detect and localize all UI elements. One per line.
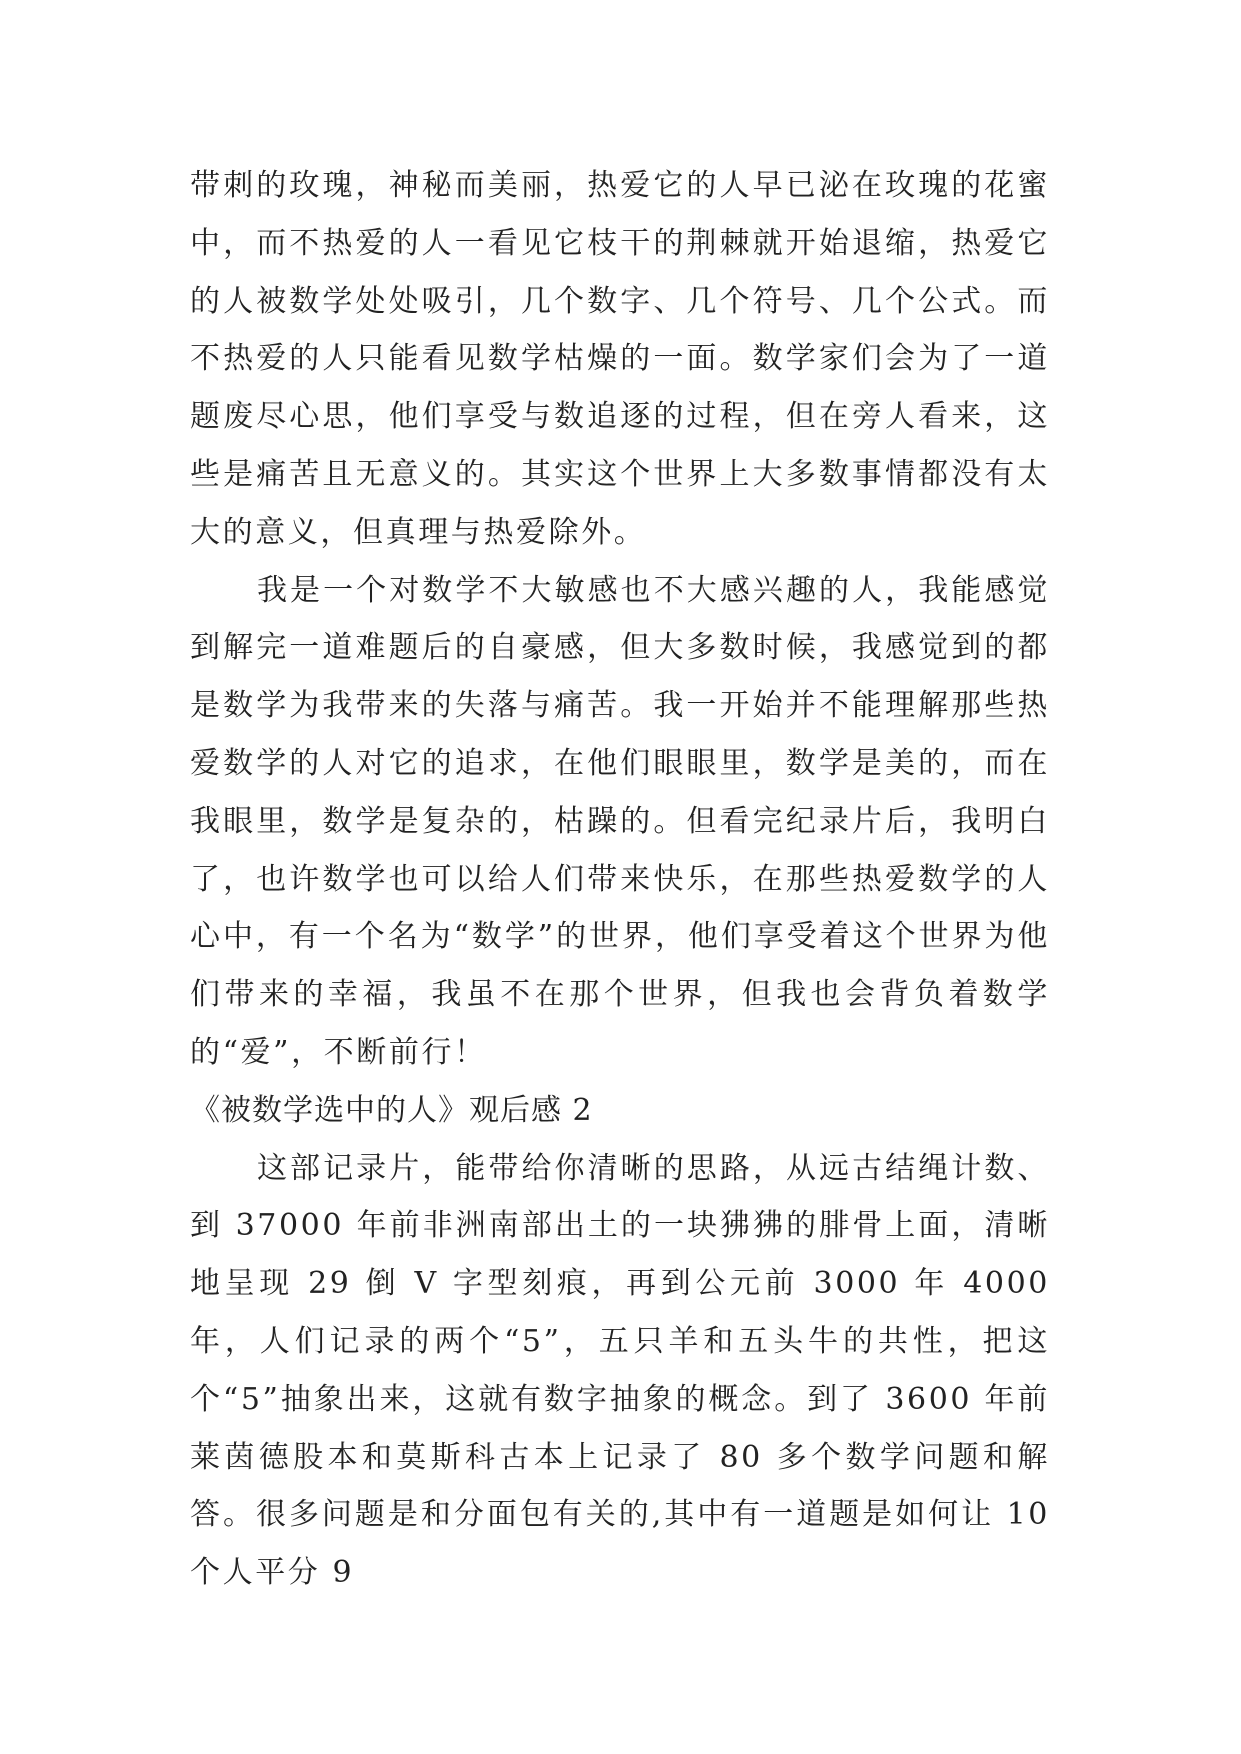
section-heading: 《被数学选中的人》观后感 2 (190, 1092, 593, 1128)
paragraph-rose: 带刺的玫瑰，神秘而美丽，热爱它的人早已泌在玫瑰的花蜜中，而不热爱的人一看见它枝干的荆棘就开始退缩，热爱它的人被数学处处吸引，几个数字、几个符号、几个公式。而不热爱的人只能看见数学枯燥的一面。数学家们会为了一道题废尽心思，他们享受与数追逐的过程，但在旁人看来，这些是痛苦且无意义的。其实这个世界上大多数事情都没有太大的意义，但真理与热爱除外。 (190, 168, 1050, 550)
paragraph-personal-feeling: 我是一个对数学不大敏感也不大感兴趣的人，我能感觉到解完一道难题后的自豪感，但大多数时候，我感觉到的都是数学为我带来的失落与痛苦。我一开始并不能理解那些热爱数学的人对它的追求，在他们眼眼里，数学是美的，而在我眼里，数学是复杂的，枯躁的。但看完纪录片后，我明白了，也许数学也可以给人们带来快乐，在那些热爱数学的人心中，有一个名为“数学”的世界，他们享受着这个世界为他们带来的幸福，我虽不在那个世界，但我也会背负着数学的“爱”，不断前行！ (190, 572, 1050, 1070)
paragraph-documentary: 这部记录片，能带给你清晰的思路，从远古结绳计数、到 37000 年前非洲南部出土的一块狒狒的腓骨上面，清晰地呈现 29 倒 V 字型刻痕，再到公元前 3000 年 4000 年，人们记录的两个“5”，五只羊和五头牛的共性，把这个“5”抽象出来，这就有数字抽象的概念。到了 3600 年前莱茵德股本和莫斯科古本上记录了 80 多个数学问题和解答。很多问题是和分面包有关的,其中有一道题是如何让 10 个人平分 9 (190, 1150, 1050, 1591)
document-body (190, 157, 1050, 1602)
